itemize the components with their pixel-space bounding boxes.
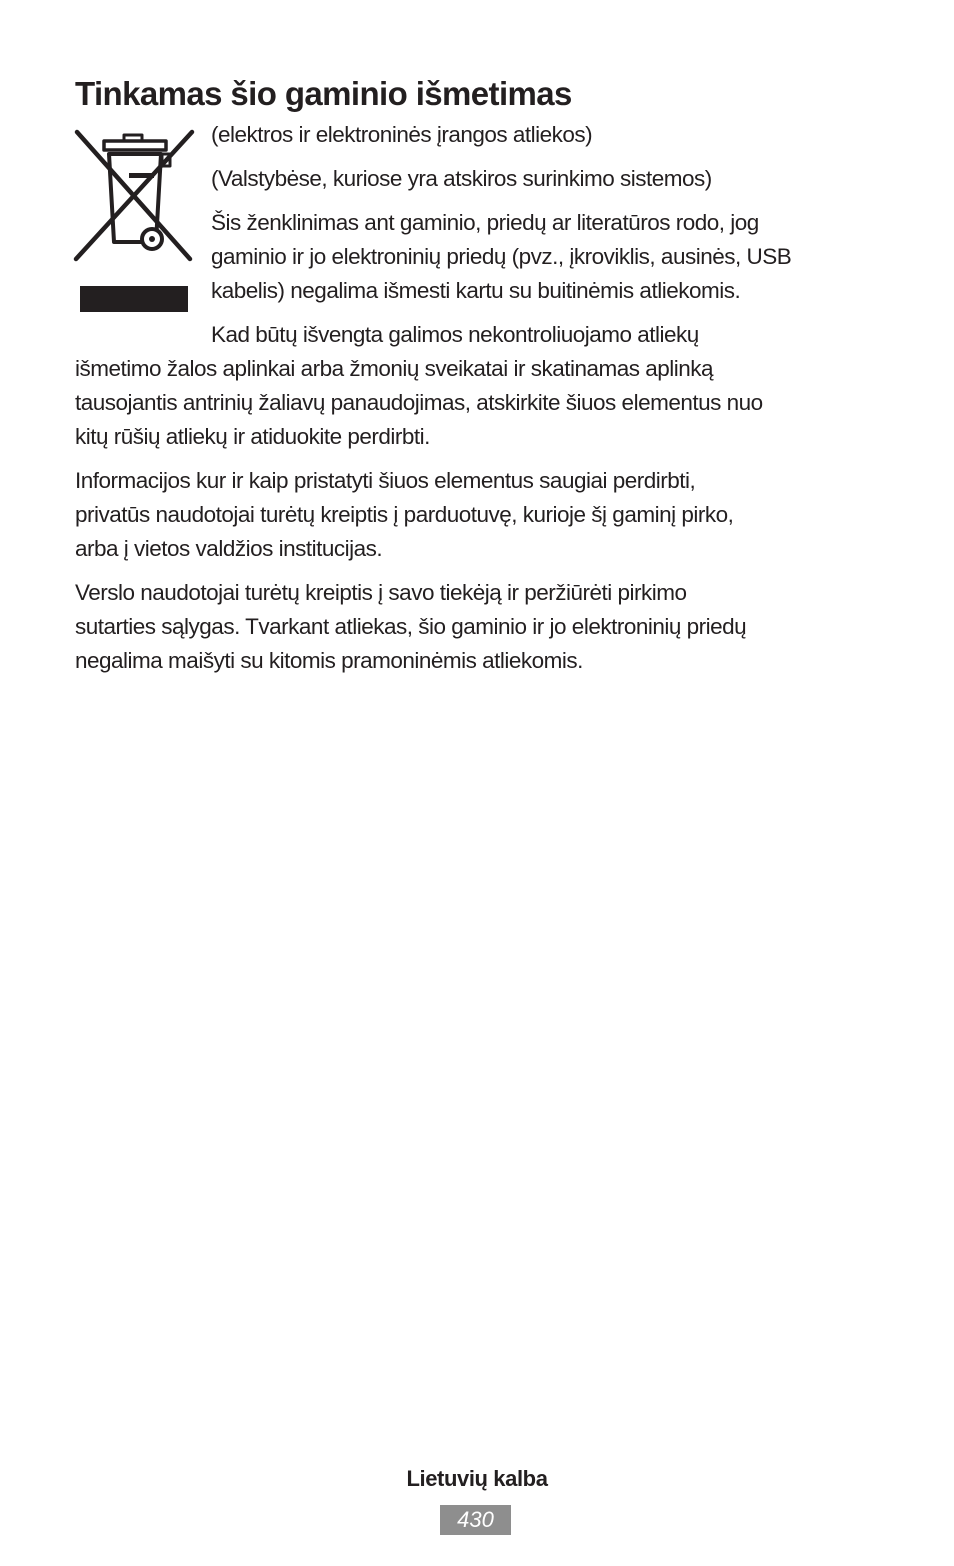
body-text-line: Verslo naudotojai turėtų kreiptis į savo tiekėją ir peržiūrėti pirkimo: [75, 580, 687, 605]
crossed-out-wheelie-bin-icon: [72, 126, 198, 318]
body-text-line: Kad būtų išvengta galimos nekontroliuojamo atliekų: [211, 322, 699, 347]
body-text-line: kabelis) negalima išmesti kartu su buitinėmis atliekomis.: [211, 278, 741, 303]
body-text-line: kitų rūšių atliekų ir atiduokite perdirbti.: [75, 424, 430, 449]
body-text-line: privatūs naudotojai turėtų kreiptis į parduotuvę, kurioje šį gaminį pirko,: [75, 502, 734, 527]
body-text-line: tausojantis antrinių žaliavų panaudojimas, atskirkite šiuos elementus nuo: [75, 390, 763, 415]
body-text-line: Šis ženklinimas ant gaminio, priedų ar literatūros rodo, jog: [211, 210, 759, 235]
body-text-line: arba į vietos valdžios institucijas.: [75, 536, 383, 561]
body-text-line: (elektros ir elektroninės įrangos atliekos): [211, 122, 593, 147]
page-title: Tinkamas šio gaminio išmetimas: [75, 75, 572, 112]
body-text-line: (Valstybėse, kuriose yra atskiros surinkimo sistemos): [211, 166, 712, 191]
page-number: 430: [440, 1505, 511, 1535]
body-text-line: išmetimo žalos aplinkai arba žmonių sveikatai ir skatinamas aplinką: [75, 356, 714, 381]
footer-language-label: Lietuvių kalba: [406, 1466, 548, 1491]
body-text-line: sutarties sąlygas. Tvarkant atliekas, šio gaminio ir jo elektroninių priedų: [75, 614, 747, 639]
body-text-line: gaminio ir jo elektroninių priedų (pvz., įkroviklis, ausinės, USB: [211, 244, 792, 269]
body-text-line: negalima maišyti su kitomis pramoninėmis atliekomis.: [75, 648, 583, 673]
body-text-line: Informacijos kur ir kaip pristatyti šiuos elementus saugiai perdirbti,: [75, 468, 696, 493]
